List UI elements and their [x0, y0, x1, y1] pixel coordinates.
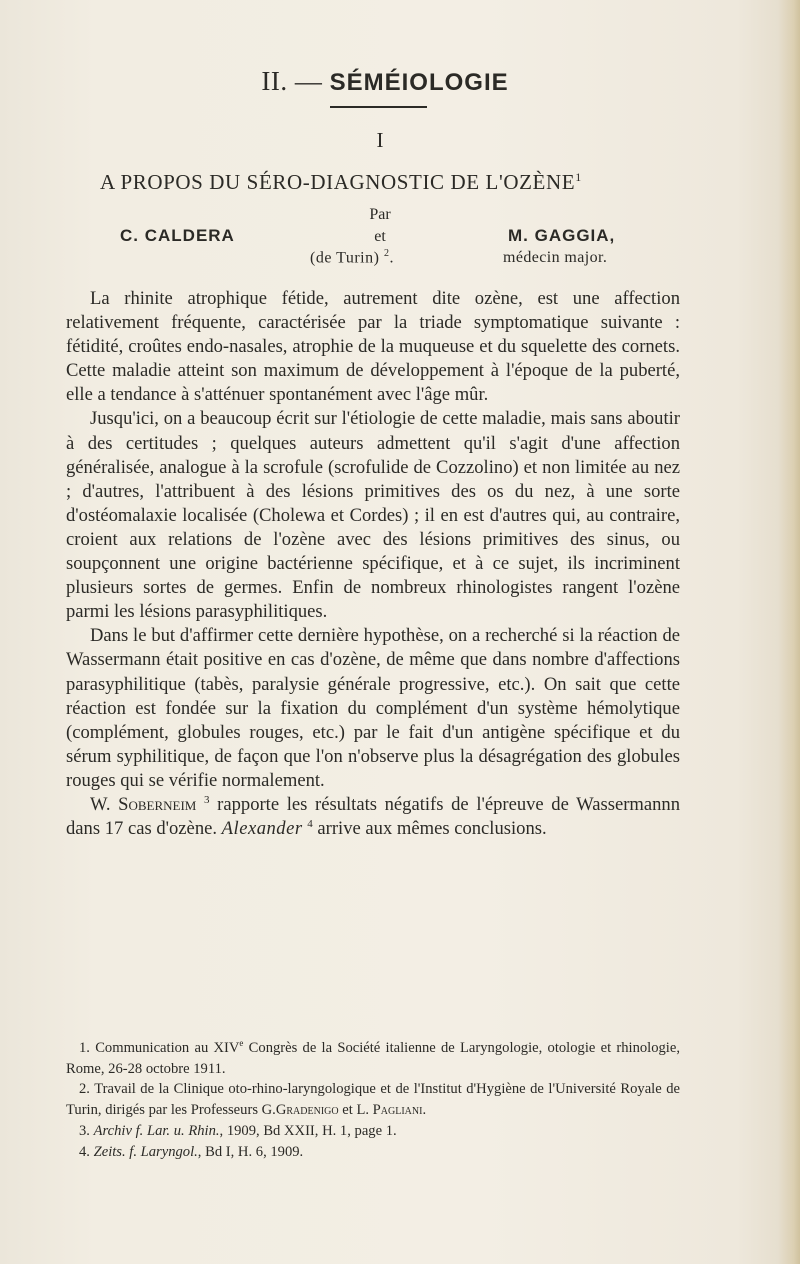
text-run: arrive aux mêmes conclusions. — [312, 818, 547, 840]
section-number: II. — — [261, 66, 323, 96]
footnote-2 — [66, 1079, 680, 1121]
affiliation-turin-end: . — [389, 249, 394, 267]
paragraph: Dans le but d'affirmer cette dernière hypothèse, on a recherché si la réaction de Wassermann était positive en cas d'ozène, de même que dans nombre d'affections parasyphilitique (tabès, paralysie générale progressive, etc.). On sait que cette réaction est fondée sur la fixation du complément d'un système hémolytique (complément, globules rouges, etc.) par le fait d'un antigène spécifique et du sérum syphilitique, de façon que l'on n'observe plus la désagrégation des globules rouges qui se vérifie normalement. — [66, 625, 680, 791]
page-edge — [778, 0, 800, 1264]
author-gaggia: M. GAGGIA, — [508, 226, 616, 245]
text-run: . — [422, 1102, 427, 1119]
paragraph — [66, 793, 680, 841]
footnote-ref: 3 — [204, 793, 210, 806]
footnote-3 — [66, 1121, 680, 1142]
text-run: Travail de la Clinique oto-rhino-laryngologique et de l'Institut d'Hygiène de l'Université Royale de Turin, dirigés par les Professeurs G. — [66, 1081, 680, 1119]
footnote-ref: 4 — [307, 817, 313, 830]
journal-title: Archiv f. Lar. u. Rhin. — [93, 1123, 220, 1140]
footnote-ref: 2 — [383, 248, 390, 259]
article-title — [100, 170, 680, 195]
title-rule — [330, 106, 427, 108]
paragraph: Jusqu'ici, on a beaucoup écrit sur l'étiologie de cette maladie, mais sans aboutir à des certitudes ; quelques auteurs admettent qu'il s'agit d'une affection généralisée, analogue à la scrofule (scrofulide de Cozzolino) et non limitée au nez ; d'autres, l'attribuent à des lésions primitives des os du nez, à une sorte d'ostéomalaxie localisée (Cholewa et Cordes) ; il en est d'autres qui, au contraire, croient aux relations de l'ozène avec des lésions primitives des sinus, ou soupçonnent une origine bactérienne spécifique, et à ce sujet, ils incriminent plusieurs sortes de germes. Enfin de nombreux rhinologistes rangent l'ozène parmi les lésions parasyphilitiques. — [66, 408, 680, 623]
footnote-number: 3. — [79, 1123, 94, 1140]
text-run: Congrès de la Société italienne de Laryngologie, otologie et rhinologie, Rome, 26-28 octobre 1911. — [66, 1039, 680, 1077]
footnote-number: 1. — [79, 1039, 96, 1056]
superscript: e — [239, 1038, 244, 1048]
footnote-ref: 1 — [575, 170, 582, 184]
byline-et: et — [374, 228, 386, 245]
text-run: W. — [90, 793, 119, 815]
section-title: SÉMÉIOLOGIE — [329, 69, 509, 96]
affiliation-medecin: médecin major. — [503, 249, 608, 266]
footnote-1 — [66, 1033, 680, 1079]
footnote-number: 4. — [79, 1143, 94, 1160]
text-run: Communication au XIV — [95, 1039, 240, 1056]
text-run: , Bd I, H. 6, 1909. — [197, 1143, 304, 1160]
text-run: rapporte les résultats négatifs de l'épreuve de Wassermannn dans 17 cas d'ozène. — [66, 793, 680, 840]
text-run: et L. — [338, 1102, 373, 1119]
footnote-4 — [66, 1142, 680, 1163]
article-title-text: A PROPOS DU SÉRO-DIAGNOSTIC DE L'OZÈNE — [100, 170, 576, 194]
footnotes — [66, 1033, 680, 1163]
text-run: , 1909, Bd XXII, H. 1, page 1. — [219, 1123, 397, 1140]
author-name: Soberneim — [118, 793, 197, 815]
article-number: I — [376, 128, 384, 152]
section-heading — [0, 66, 770, 97]
author-name: Alexander — [221, 818, 303, 840]
footnote-number: 2. — [79, 1081, 95, 1098]
affiliation-turin — [310, 248, 394, 267]
byline-par: Par — [369, 206, 391, 223]
author-caldera: C. CALDERA — [120, 226, 235, 245]
paragraph: La rhinite atrophique fétide, autrement dite ozène, est une affection relativement fréquente, caractérisée par la triade symptomatique suivante : fétidité, croûtes endo-nasales, atrophie de la muqueuse et du squelette des cornets. Cette maladie atteint son maximum de développement à l'époque de la puberté, elle a tendance à s'atténuer spontanément avec l'âge mûr. — [66, 288, 680, 406]
journal-title: Zeits. f. Laryngol. — [93, 1143, 198, 1160]
body-text — [66, 287, 680, 841]
affiliation-turin-text: (de Turin) — [310, 249, 380, 267]
author-name: Pagliani — [372, 1102, 423, 1119]
author-name: Gradenigo — [275, 1102, 339, 1119]
